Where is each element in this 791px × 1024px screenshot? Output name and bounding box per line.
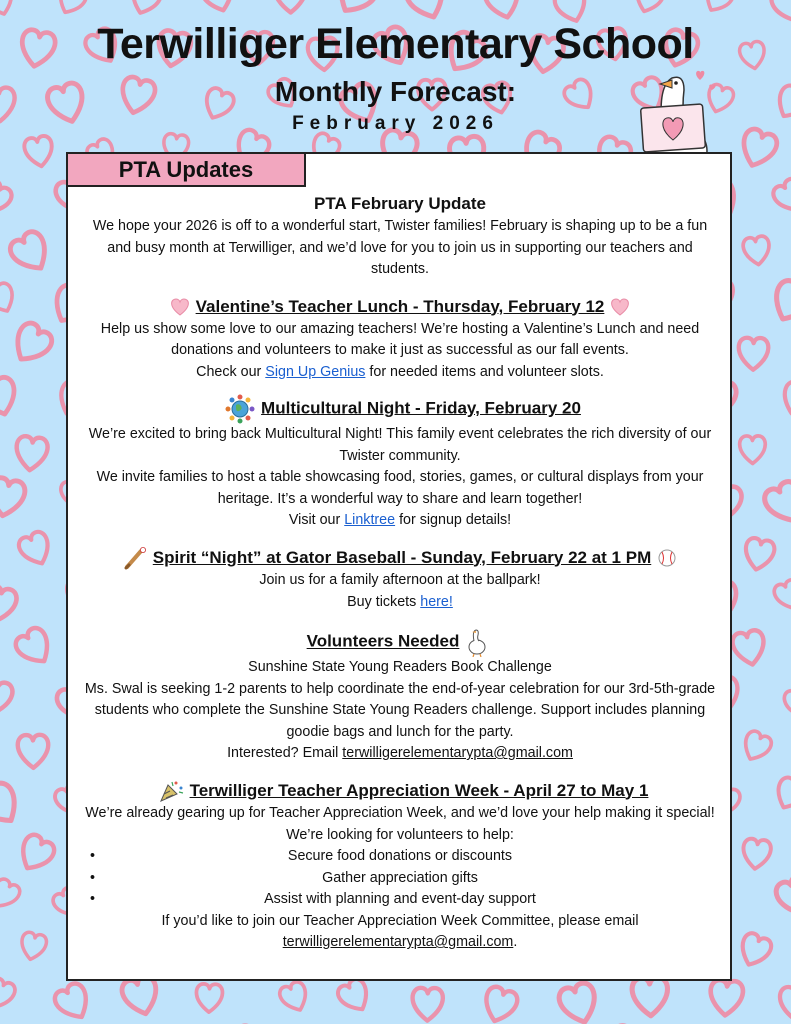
linktree-suffix: for signup details! [395, 512, 512, 528]
goose-icon [465, 627, 487, 657]
valentines-text: Help us show some love to our amazing teachers! We’re hosting a Valentine’s Lunch and need donations and volunteers to make it just as successful as our fall events. [100, 320, 700, 358]
globe-people-icon [225, 394, 255, 424]
heart-outline-icon [54, 0, 89, 18]
heart-outline-icon [780, 987, 791, 1020]
appreciation-text: We’re already gearing up for Teacher Appreciation Week, and we’d love your help making it special! We’re looking for volunteers to help: [85, 805, 715, 843]
appreciation-title-text: Terwilliger Teacher Appreciation Week - April 27 to May 1 [189, 780, 649, 800]
list-item: • Secure food donations or discounts [80, 846, 720, 868]
multicultural-text-1: We’re excited to bring back Multicultural Night! This family event celebrates the rich diversity of our Twister community. [88, 426, 712, 464]
heart-outline-icon [12, 625, 57, 670]
monthly-forecast-subtitle: Monthly Forecast: [274, 76, 517, 107]
multicultural-section-title [80, 394, 720, 424]
heart-outline-icon [761, 478, 791, 528]
appreciation-email-line [80, 932, 720, 954]
buy-tickets-link[interactable]: here! [420, 593, 453, 610]
heart-outline-icon [196, 984, 223, 1013]
baseball-text: Join us for a family afternoon at the ballpark! [259, 572, 541, 589]
valentines-signup-line [80, 362, 720, 384]
heart-outline-icon [632, 977, 669, 1016]
appreciation-email-suffix: . [513, 934, 518, 951]
heart-outline-icon [742, 235, 771, 266]
heart-outline-icon [412, 988, 443, 1021]
heart-outline-icon [0, 976, 17, 1012]
heart-outline-icon [773, 873, 791, 922]
heart-outline-icon [14, 435, 48, 472]
appreciation-bullet-list [80, 846, 720, 911]
list-item: • Assist with planning and event-day support [80, 889, 720, 911]
heart-outline-icon [772, 578, 791, 614]
tickets-prefix: Buy tickets [347, 593, 421, 610]
linktree-link[interactable]: Linktree [344, 512, 396, 528]
heart-outline-icon [709, 979, 744, 1016]
list-item: • Gather appreciation gifts [80, 868, 720, 890]
baseball-section-title [80, 546, 720, 571]
heart-outline-icon [731, 629, 768, 668]
sign-up-genius-link[interactable]: Sign Up Genius [265, 363, 366, 380]
baseball-bat-icon [123, 546, 147, 570]
baseball-tickets-line [80, 592, 720, 614]
heart-outline-icon [0, 779, 25, 830]
volunteers-email-link[interactable]: terwilligerelementarypta@gmail.com [342, 745, 573, 762]
heart-outline-icon [275, 0, 306, 13]
heart-outline-icon [770, 176, 791, 218]
heart-outline-icon [632, 0, 666, 16]
valentines-title-text: Valentine’s Teacher Lunch - Thursday, February 12 [195, 296, 605, 316]
heart-outline-icon [0, 677, 15, 718]
volunteers-section-title [80, 627, 720, 657]
volunteers-title-text: Volunteers Needed [306, 631, 460, 651]
heart-outline-icon [7, 319, 56, 368]
heart-outline-icon [331, 0, 381, 20]
valentines-section-title [80, 295, 720, 319]
heart-outline-icon [736, 931, 774, 970]
baseball-icon [657, 548, 677, 568]
heart-outline-icon [483, 0, 523, 21]
intro-text: We hope your 2026 is off to a wonderful start, Twister families! February is shaping up to be a fun and busy month at Terwilliger, and we’d love for you to join us in supporting our teachers and students. [92, 218, 708, 277]
heart-outline-icon [778, 379, 791, 418]
pink-heart-icon [610, 298, 630, 316]
heart-outline-icon [741, 838, 772, 870]
heart-outline-icon [771, 775, 791, 813]
linktree-prefix: Visit our [288, 512, 345, 528]
heart-outline-icon [739, 729, 774, 765]
appreciation-section-title [80, 779, 720, 804]
heart-outline-icon [127, 0, 163, 18]
heart-outline-icon [0, 476, 27, 519]
baseball-title-text: Spirit “Night” at Gator Baseball - Sunday, February 22 at 1 PM [152, 547, 652, 567]
heart-outline-icon [783, 687, 791, 720]
intro-title: PTA February Update [314, 194, 486, 213]
multicultural-text-2: We invite families to host a table showcasing food, stories, games, or cultural displays from your heritage. It’s a wonderful way to share and learn together! [96, 469, 704, 507]
heart-outline-icon [277, 980, 312, 1016]
volunteers-subtitle: Sunshine State Young Readers Book Challenge [248, 659, 552, 676]
heart-outline-icon [480, 984, 520, 1024]
valentines-signup-prefix: Check our [196, 363, 266, 380]
heart-outline-icon [738, 338, 768, 371]
heart-outline-icon [335, 976, 375, 1016]
heart-outline-icon [0, 177, 15, 220]
school-name-title: Terwilliger Elementary School [97, 20, 694, 68]
pink-heart-icon [170, 298, 190, 316]
panel-content [80, 192, 720, 954]
heart-outline-icon [23, 135, 55, 169]
appreciation-committee-text: If you’d like to join our Teacher Appreciation Week Committee, please email [161, 912, 639, 929]
appreciation-email-link[interactable]: terwilligerelementarypta@gmail.com [282, 934, 514, 951]
volunteers-email-line [80, 743, 720, 765]
heart-outline-icon [556, 981, 601, 1024]
heart-outline-icon [52, 980, 96, 1024]
heart-outline-icon [742, 537, 776, 573]
volunteers-email-prefix: Interested? Email [227, 745, 343, 762]
heart-outline-icon [18, 931, 48, 962]
heart-outline-icon [700, 0, 736, 16]
pta-updates-tag: PTA Updates [66, 152, 306, 187]
valentines-signup-suffix: for needed items and volunteer slots. [365, 363, 604, 380]
heart-outline-icon [16, 529, 55, 569]
heart-outline-icon [18, 735, 49, 768]
multicultural-linktree-line [80, 510, 720, 532]
heart-outline-icon [0, 583, 19, 625]
month-label: February 2026 [292, 113, 499, 134]
heart-outline-icon [740, 436, 766, 464]
heart-outline-icon [199, 0, 238, 15]
heart-outline-icon [0, 375, 21, 419]
heart-outline-icon [7, 228, 56, 277]
heart-outline-icon [0, 0, 16, 18]
heart-outline-icon [0, 876, 22, 912]
heart-outline-icon [0, 281, 19, 317]
volunteers-text: Ms. Swal is seeking 1-2 parents to help coordinate the end-of-year celebration for our 3rd-5th-grade students who complete the Sunshine State Young Readers challenge. Support includes planning goodie bags and lunch for the party. [84, 680, 716, 740]
multicultural-title-text: Multicultural Night - Friday, February 20 [261, 398, 581, 418]
party-popper-icon [158, 779, 184, 803]
heart-outline-icon [14, 832, 58, 876]
heart-outline-icon [767, 277, 791, 327]
